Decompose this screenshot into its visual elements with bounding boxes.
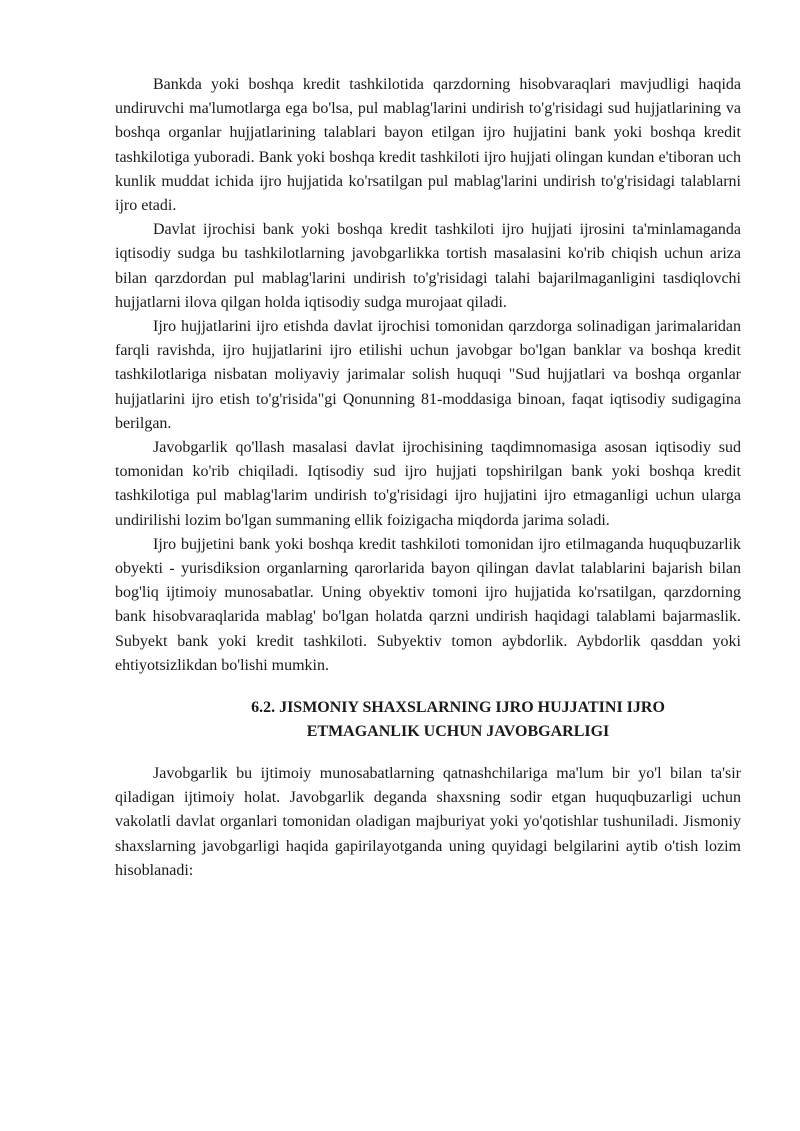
section-heading [115,696,741,744]
paragraph-liability-definition: Javobgarlik bu ijtimoiy munosabatlarning qatnashchilariga ma'lum bir yo'l bilan ta'sir qiladigan ijtimoiy holat. Javobgarlik deganda shaxsning sodir etgan huquqbuzarligi uchun vakolatli davlat organlari tomonidan oladigan majburiyat yoki yo'qotishlar tushuniladi. Jismoniy shaxslarning javobgarligi haqida gapirilayotganda uning quyidagi belgilarini aytib o'tish lozim hisoblanadi: [115,765,741,879]
paragraph-state-executor-appeal: Davlat ijrochisi bank yoki boshqa kredit tashkiloti ijro hujjati ijrosini ta'minlamaganda iqtisodiy sudga bu tashkilotlarning javobgarlikka tortish masalasini ko'rib chiqish uchun ariza bilan qarzdordan pul mablag'larini undirish to'g'risidagi talahi bajarilmaganligini tasdiqlovchi hujjatlarni ilova qilgan holda iqtisodiy sudga murojaat qiladi. [115,221,741,311]
document-page [115,73,741,883]
paragraph-financial-penalties: Ijro hujjatlarini ijro etishda davlat ijrochisi tomonidan qarzdorga solinadigan jarimalaridan farqli ravishda, ijro hujjatlarini ijro etilishi uchun javobgar bo'lgan banklar va boshqa kredit tashkilotlariga nisbatan moliyaviy jarimalar solish huquqi "Sud hujjatlari va boshqa organlar hujjatlarini ijro etish to'g'risida"gi Qonunning 81-moddasiga binoan, faqat iqtisodiy sudigagina berilgan. [115,318,741,432]
paragraph-liability-review: Javobgarlik qo'llash masalasi davlat ijrochisining taqdimnomasiga asosan iqtisodiy sud tomonidan ko'rib chiqiladi. Iqtisodiy sud ijro hujjati topshirilgan bank yoki boshqa kredit tashkilotiga pul mablag'larim undirish to'g'risidagi ijro hujjatini ijro etmaganligi uchun ularga undirilishi lozim bo'lgan summaning ellik foizigacha miqdorda jarima soladi. [115,439,741,529]
section-heading-line2: ETMAGANLIK UCHUN JAVOBGARLIGI [306,723,610,741]
paragraph-bank-enforcement: Bankda yoki boshqa kredit tashkilotida qarzdorning hisobvaraqlari mavjudligi haqida undiruvchi ma'lumotlarga ega bo'lsa, pul mablag'larini undirish to'g'risidagi sud hujjatlarining va boshqa organlar hujjatlarining talablari bayon etilgan ijro hujjatini bank yoki boshqa kredit tashkilotiga yuboradi. Bank yoki boshqa kredit tashkiloti ijro hujjati olingan kundan e'tiboran uch kunlik muddat ichida ijro hujjatida ko'rsatilgan pul mablag'larini undirish to'g'risidagi talablarni ijro etadi. [115,76,741,215]
section-heading-line1: 6.2. JISMONIY SHAXSLARNING IJRO HUJJATINI IJRO [251,699,665,717]
paragraph-offense-object: Ijro bujjetini bank yoki boshqa kredit tashkiloti tomonidan ijro etilmaganda huquqbuzarlik obyekti - yurisdiksion organlarning qarorlarida bayon qilingan davlat talablarini bajarish bilan bog'liq ijtimoiy munosabatlar. Uning obyektiv tomoni ijro hujjatida ko'rsatilgan, qarzdorning bank hisobvaraqlarida mablag' bo'lgan holatda qarzni undirish haqidagi talablami bajarmaslik. Subyekt bank yoki kredit tashkiloti. Subyektiv tomon aybdorlik. Aybdorlik qasddan yoki ehtiyotsizlikdan bo'lishi mumkin. [115,535,741,674]
